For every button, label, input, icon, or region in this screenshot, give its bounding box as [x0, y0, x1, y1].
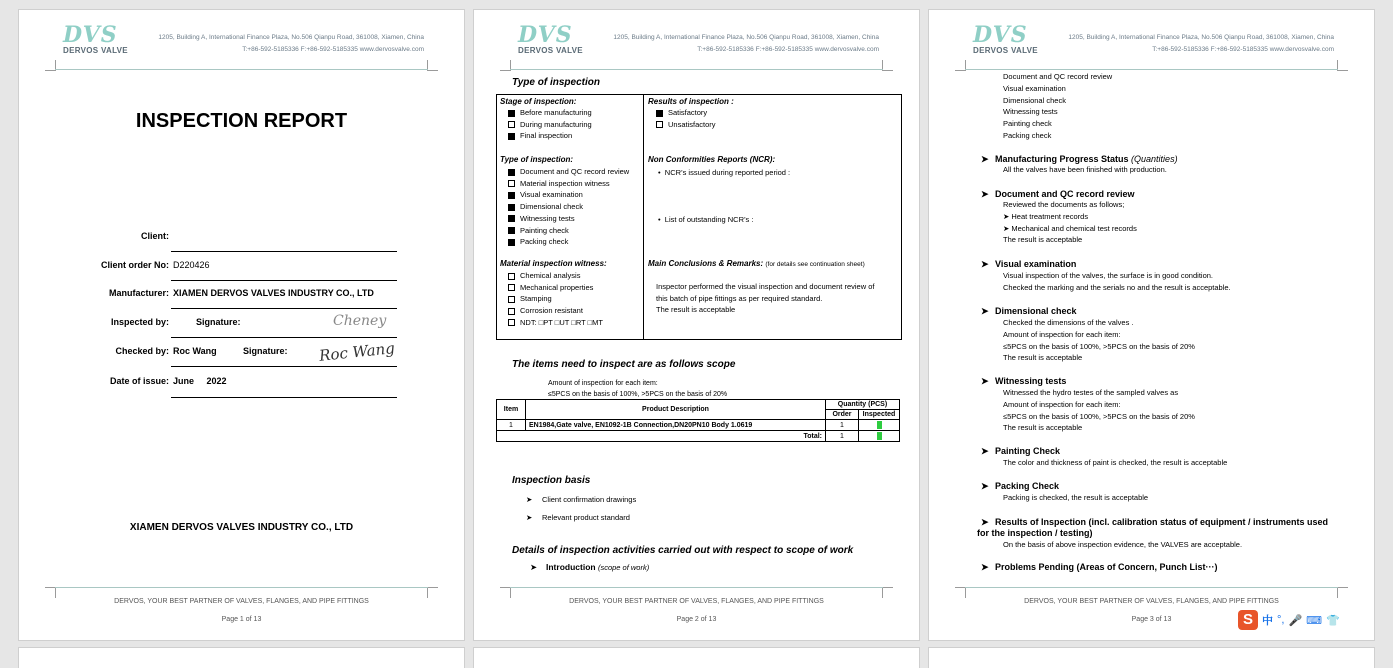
next-page-edge [929, 648, 1374, 668]
conclusions-heading: Main Conclusions & Remarks: (for details see continuation sheet) [648, 259, 865, 268]
header-address: 1205, Building A, International Finance Plaza, No.506 Qianpu Road, 361008, Xiamen, China T:+86-592-5185336 F:+86-592-5185335 www.dervosvalve.com [613, 34, 879, 53]
checkbox-item: Dimensional check [508, 201, 629, 213]
report-page-1 [19, 10, 464, 640]
checkbox-item: Before manufacturing [508, 107, 592, 119]
checkbox-item: Chemical analysis [508, 270, 603, 282]
results-list [656, 107, 716, 130]
table-divider [643, 94, 644, 340]
company-logo: DVS DERVOS VALVE [63, 22, 128, 55]
checkbox-item: During manufacturing [508, 119, 592, 131]
header-divider [55, 69, 428, 70]
checkbox-item: Final inspection [508, 130, 592, 142]
scope-text: Amount of inspection for each item: ≤5PCS on the basis of 100%, >5PCS on the basis of 20% [548, 380, 728, 398]
ncr-issued: • NCR’s issued during reported period : [658, 168, 791, 177]
field-underline [171, 280, 397, 281]
checkbox-icon [508, 239, 515, 246]
field-underline [171, 366, 397, 367]
checkbox-icon [508, 296, 515, 303]
checkbox-icon [508, 284, 515, 291]
stage-heading: Stage of inspection: [500, 97, 577, 106]
scope-heading: The items need to inspect are as follows scope [512, 359, 736, 370]
checkbox-item: Corrosion resistant [508, 305, 603, 317]
field-underline [171, 251, 397, 252]
microphone-icon[interactable]: 🎤 [1288, 614, 1303, 627]
section-text: Reviewed the documents as follows; ➤ Heat treatment records ➤ Mechanical and chemical test records The result is acceptable [1003, 200, 1137, 245]
checkbox-icon [508, 227, 515, 234]
items-table [496, 399, 900, 442]
table-row: 1 EN1984,Gate valve, EN1092-1B Connection,DN20PN10 Body 1.0619 1 [497, 420, 900, 431]
checkbox-icon [508, 110, 515, 117]
crop-mark [882, 587, 893, 598]
section-painting-check: ➤ Painting Check [981, 446, 1061, 456]
header-address: 1205, Building A, International Finance Plaza, No.506 Qianpu Road, 361008, Xiamen, China T:+86-592-5185336 F:+86-592-5185335 www.dervosvalve.com [1068, 34, 1334, 53]
company-logo: DVS DERVOS VALVE [518, 22, 583, 55]
page-number: Page 3 of 13 [1131, 616, 1172, 623]
field-underline [171, 397, 397, 398]
skin-icon[interactable]: 👕 [1326, 614, 1340, 627]
checkbox-icon [508, 215, 515, 222]
section-text: The color and thickness of paint is checked, the result is acceptable [1003, 458, 1228, 467]
footer-divider [55, 587, 428, 588]
checkbox-item: NDT: □PT □UT □RT □MT [508, 317, 603, 329]
crop-mark [427, 60, 438, 71]
conclusions-text: Inspector performed the visual inspection and document review of this batch of pipe fittings as per required standard. The result is acceptable [656, 282, 875, 314]
checkbox-icon [508, 169, 515, 176]
checkbox-item: Painting check [508, 225, 629, 237]
header-divider [965, 69, 1338, 70]
activities-list: Document and QC record review Visual examination Dimensional check Witnessing tests Painting check Packing check [1003, 72, 1113, 140]
section-dimensional-check: ➤ Dimensional check [981, 306, 1077, 316]
crop-mark [500, 587, 511, 598]
keyboard-icon[interactable]: ⌨ [1306, 614, 1323, 627]
company-name: XIAMEN DERVOS VALVES INDUSTRY CO., LTD [129, 522, 354, 533]
section-text: Packing is checked, the result is acceptable [1003, 493, 1149, 502]
section-text: Checked the dimensions of the valves . Amount of inspection for each item: ≤5PCS on the basis of 100%, >5PCS on the basis of 20% The result is acceptable [1003, 318, 1195, 363]
footer-tagline: DERVOS, YOUR BEST PARTNER OF VALVES, FLANGES, AND PIPE FITTINGS [1024, 598, 1279, 605]
checkbox-item: Visual examination [508, 189, 629, 201]
crop-mark [1337, 60, 1348, 71]
introduction: ➤ Introduction (scope of work) [530, 562, 650, 572]
footer-divider [510, 587, 883, 588]
section-packing-check: ➤ Packing Check [981, 481, 1060, 491]
checkbox-item: Mechanical properties [508, 282, 603, 294]
crop-mark [955, 587, 966, 598]
field-underline [171, 337, 397, 338]
material-heading: Material inspection witness: [500, 259, 607, 268]
checker-signature: Roc Wang [318, 339, 396, 365]
crop-mark [45, 587, 56, 598]
type-of-inspection-heading: Type of inspection [512, 77, 600, 88]
header-item: Item [497, 400, 526, 420]
manufacturer-label: Manufacturer: [108, 288, 169, 298]
checkbox-icon [508, 192, 515, 199]
basis-item: ➤ Client confirmation drawings [526, 495, 637, 504]
section-visual-examination: ➤ Visual examination [981, 259, 1077, 269]
checked-by-value: Roc Wang [173, 346, 217, 356]
field-underline [171, 308, 397, 309]
page-number: Page 1 of 13 [221, 616, 262, 623]
crop-mark [1337, 587, 1348, 598]
checkbox-icon [508, 180, 515, 187]
report-page-2 [474, 10, 919, 640]
section-text: Visual inspection of the valves, the surface is in good condition. Checked the marking and the serials no and the result is acceptable. [1003, 271, 1231, 292]
ime-toolbar[interactable] [1234, 608, 1344, 632]
header-quantity: Quantity (PCS) [826, 400, 900, 410]
section-results: ➤ Results of Inspection (incl. calibration status of equipment / instruments used for the inspection / testing) [977, 517, 1329, 538]
results-heading: Results of inspection : [648, 97, 734, 106]
header-divider [510, 69, 883, 70]
checkbox-icon [508, 133, 515, 140]
client-order-label: Client order No: [100, 260, 169, 270]
language-toggle[interactable]: 中 [1262, 615, 1273, 627]
material-list [508, 270, 603, 329]
details-heading: Details of inspection activities carried out with respect to scope of work [512, 545, 854, 556]
inspector-signature: Cheney [333, 313, 387, 329]
section-witnessing-tests: ➤ Witnessing tests [981, 376, 1067, 386]
date-of-issue-label: Date of issue: [109, 376, 169, 386]
table-row-total: Total: 1 [497, 431, 900, 442]
crop-mark [882, 60, 893, 71]
checkbox-icon [508, 121, 515, 128]
basis-heading: Inspection basis [512, 475, 591, 486]
report-page-3 [929, 10, 1374, 640]
date-of-issue-value: June 2022 [173, 376, 227, 386]
punctuation-toggle[interactable]: °, [1277, 614, 1285, 626]
next-page-edge [474, 648, 919, 668]
stage-list [508, 107, 592, 142]
inspected-by-label: Inspected by: [110, 317, 169, 327]
section-manufacturing-progress: ➤ Manufacturing Progress Status (Quantities) [981, 154, 1178, 164]
report-title: INSPECTION REPORT [135, 110, 348, 132]
next-page-edge [19, 648, 464, 668]
sogou-logo-icon[interactable]: S [1238, 610, 1258, 630]
checkbox-icon [508, 319, 515, 326]
footer-tagline: DERVOS, YOUR BEST PARTNER OF VALVES, FLANGES, AND PIPE FITTINGS [114, 598, 369, 605]
page-number: Page 2 of 13 [676, 616, 717, 623]
checkbox-icon [508, 308, 515, 315]
checked-by-label: Checked by: [115, 346, 169, 356]
redacted-mark [877, 432, 882, 440]
header-order: Order [826, 410, 859, 420]
signature-label: Signature: [243, 346, 288, 356]
checkbox-item: Packing check [508, 236, 629, 248]
footer-tagline: DERVOS, YOUR BEST PARTNER OF VALVES, FLANGES, AND PIPE FITTINGS [569, 598, 824, 605]
checkbox-icon [508, 273, 515, 280]
company-logo: DVS DERVOS VALVE [973, 22, 1038, 55]
section-problems-pending: ➤ Problems Pending (Areas of Concern, Punch List···) [981, 562, 1218, 572]
footer-divider [965, 587, 1338, 588]
checkbox-icon [656, 110, 663, 117]
signature-label: Signature: [196, 317, 241, 327]
ncr-outstanding: • List of outstanding NCR’s : [658, 215, 754, 224]
checkbox-item: Stamping [508, 293, 603, 305]
type-sub-heading: Type of inspection: [500, 155, 574, 164]
client-order-value: D220426 [173, 260, 210, 270]
checkbox-item: Unsatisfactory [656, 119, 716, 131]
checkbox-item: Document and QC record review [508, 166, 629, 178]
header-description: Product Description [526, 400, 826, 420]
checkbox-item: Witnessing tests [508, 213, 629, 225]
client-label: Client: [141, 231, 169, 241]
checkbox-item: Material inspection witness [508, 178, 629, 190]
section-text: All the valves have been finished with production. [1003, 165, 1167, 174]
crop-mark [427, 587, 438, 598]
ncr-heading: Non Conformities Reports (NCR): [648, 155, 776, 164]
section-text: Witnessed the hydro testes of the sampled valves as Amount of inspection for each item: ≤5PCS on the basis of 100%, >5PCS on the basis of 20% The result is acceptable [1003, 388, 1195, 433]
type-list [508, 166, 629, 248]
redacted-mark [877, 421, 882, 429]
header-inspected: Inspected [859, 410, 900, 420]
manufacturer-value: XIAMEN DERVOS VALVES INDUSTRY CO., LTD [173, 288, 374, 298]
checkbox-icon [508, 204, 515, 211]
basis-item: ➤ Relevant product standard [526, 513, 630, 522]
checkbox-icon [656, 121, 663, 128]
checkbox-item: Satisfactory [656, 107, 716, 119]
section-text: On the basis of above inspection evidence, the VALVES are acceptable. [1003, 540, 1243, 549]
section-document-review: ➤ Document and QC record review [981, 189, 1135, 199]
header-address: 1205, Building A, International Finance Plaza, No.506 Qianpu Road, 361008, Xiamen, China T:+86-592-5185336 F:+86-592-5185335 www.dervosvalve.com [158, 34, 424, 53]
